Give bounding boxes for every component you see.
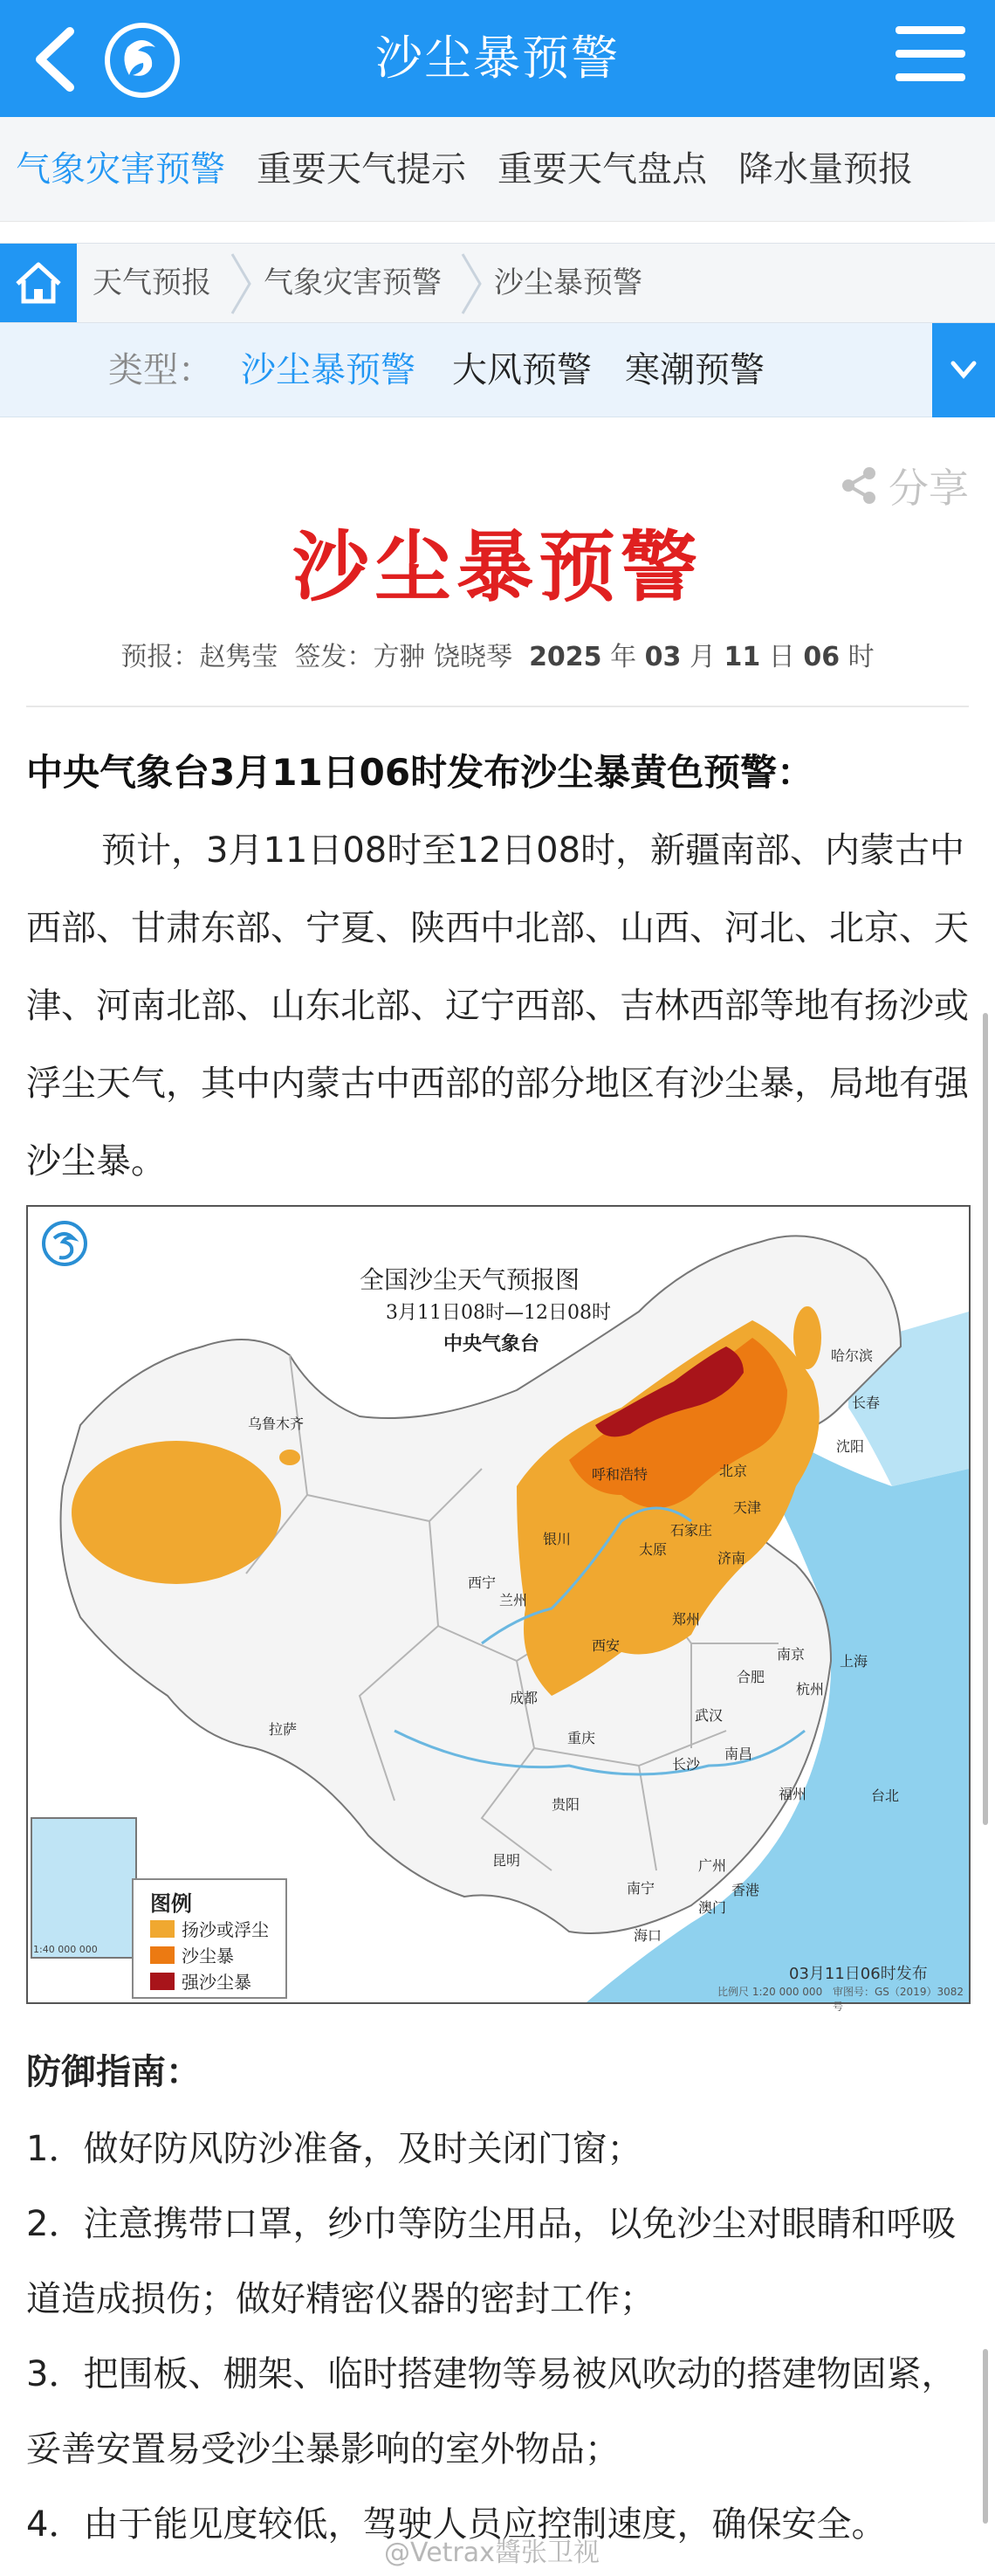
city-label: 杭州 (796, 1681, 825, 1698)
map-review-number: 审图号：GS（2019）3082号 (833, 1986, 964, 2013)
city-label: 上海 (840, 1653, 868, 1670)
meta-hour-unit: 时 (847, 642, 875, 672)
scrollbar-thumb[interactable] (983, 2349, 988, 2524)
city-label: 海口 (634, 1927, 662, 1944)
category-nav (0, 117, 995, 222)
meta-month: 03 (644, 642, 682, 672)
legend-swatch (150, 1973, 175, 1990)
map-scale: 比例尺 1:20 000 000 (717, 1986, 823, 1998)
city-label: 西安 (592, 1637, 621, 1654)
issued-time: 03月11日06时发布 (789, 1965, 928, 1983)
city-label: 西宁 (468, 1574, 497, 1591)
issuer: 方翀 饶晓琴 (373, 642, 512, 672)
city-label: 南京 (777, 1646, 806, 1663)
city-label: 福州 (779, 1786, 807, 1802)
legend-swatch (150, 1946, 175, 1964)
tab-disaster-warning[interactable]: 气象灾害预警 (16, 149, 225, 189)
type-label: 类型： (108, 350, 213, 390)
type-option-sandstorm[interactable]: 沙尘暴预警 (241, 350, 415, 390)
city-label: 香港 (731, 1882, 760, 1898)
inset-scale: 1:40 000 000 (33, 1944, 98, 1955)
guide-list (26, 2111, 978, 2562)
city-label: 重庆 (567, 1730, 596, 1746)
breadcrumb-disaster-warning[interactable]: 气象灾害预警 (264, 265, 442, 300)
guide-item: 1．做好防风防沙准备，及时关闭门窗； (26, 2129, 642, 2169)
type-option-cold-wave[interactable]: 寒潮预警 (625, 350, 765, 390)
page-title: 沙尘暴预警 (292, 522, 703, 612)
meta-month-unit: 月 (689, 642, 716, 672)
city-label: 石家庄 (670, 1522, 713, 1539)
type-dropdown-button[interactable] (932, 323, 995, 417)
meta-day: 11 (724, 642, 761, 672)
city-label: 南昌 (724, 1746, 753, 1762)
city-label: 拉萨 (269, 1721, 298, 1738)
chevron-down-icon (932, 323, 995, 417)
tab-weather-review[interactable]: 重要天气盘点 (498, 149, 707, 189)
city-label: 南宁 (627, 1880, 655, 1897)
city-label: 郑州 (672, 1611, 701, 1628)
home-icon (0, 244, 77, 322)
city-label: 台北 (871, 1787, 900, 1804)
legend-title: 图例 (150, 1891, 192, 1916)
article-meta (0, 636, 995, 679)
menu-icon[interactable] (896, 26, 965, 87)
share-label: 分享 (889, 465, 969, 512)
city-label: 昆明 (492, 1852, 521, 1869)
guide-item: 4．由于能见度较低，驾驶人员应控制速度，确保安全。 (26, 2504, 887, 2545)
breadcrumb-chevron-icon (223, 251, 258, 317)
breadcrumb-chevron-icon (454, 251, 489, 317)
breadcrumb-weather-forecast[interactable]: 天气预报 (93, 265, 211, 300)
meta-hour: 06 (803, 642, 841, 672)
legend-label: 扬沙或浮尘 (182, 1919, 269, 1940)
city-label: 哈尔滨 (831, 1347, 874, 1364)
city-label: 长春 (852, 1395, 881, 1411)
city-label: 长沙 (672, 1756, 701, 1773)
nav-fade (943, 117, 995, 222)
watermark: @Vetrax醬张卫视 (384, 2538, 600, 2568)
city-label: 沈阳 (836, 1438, 865, 1455)
home-button[interactable] (0, 244, 77, 322)
warning-paragraph: 预计，3月11日08时至12日08时，新疆南部、内蒙古中西部、甘肃东部、宁夏、陕西中北部、山西、河北、北京、天津、河南北部、山东北部、辽宁西部、吉林西部等地有扬沙或浮尘天气，其中内蒙古中西部的部分地区有沙尘暴，局地有强沙尘暴。 (26, 830, 969, 1181)
share-button[interactable] (838, 458, 969, 513)
legend-item (150, 1968, 251, 1994)
forecast-map[interactable] (26, 1205, 971, 2013)
divider (26, 706, 969, 707)
city-label: 澳门 (698, 1899, 727, 1916)
city-label: 呼和浩特 (592, 1466, 648, 1483)
legend-item (150, 1942, 234, 1967)
forecaster-label: 预报： (120, 642, 200, 672)
breadcrumb-sandstorm[interactable]: 沙尘暴预警 (494, 265, 642, 300)
type-filter (0, 323, 995, 417)
city-label: 济南 (717, 1550, 746, 1567)
city-label: 武汉 (695, 1707, 724, 1724)
forecaster: 赵隽莹 (199, 642, 278, 672)
meta-day-unit: 日 (768, 642, 795, 672)
share-icon (838, 465, 880, 506)
city-label: 银川 (543, 1531, 572, 1547)
city-label: 兰州 (499, 1592, 528, 1608)
scrollbar-thumb[interactable] (983, 1013, 988, 1825)
city-label: 贵阳 (552, 1796, 580, 1813)
map-title: 全国沙尘天气预报图 (360, 1265, 580, 1294)
city-label: 合肥 (737, 1669, 765, 1685)
warning-headline: 中央气象台3月11日06时发布沙尘暴黄色预警： (26, 751, 814, 794)
city-label: 乌鲁木齐 (248, 1415, 305, 1432)
map-agency: 中央气象台 (443, 1333, 540, 1355)
city-label: 成都 (510, 1690, 539, 1706)
issuer-label: 签发： (294, 642, 374, 672)
legend-label: 沙尘暴 (182, 1946, 234, 1966)
tab-precipitation[interactable]: 降水量预报 (738, 149, 913, 189)
city-label: 天津 (733, 1499, 762, 1516)
meta-year-unit: 年 (610, 642, 637, 672)
type-option-wind[interactable]: 大风预警 (452, 350, 592, 390)
app-title: 沙尘暴预警 (375, 31, 620, 86)
guide-item: 3．把围板、棚架、临时搭建物等易被风吹动的搭建物固紧，妥善安置易受沙尘暴影响的室外物品； (26, 2354, 957, 2469)
guide-title: 防御指南： (26, 2052, 201, 2092)
app-bar (0, 0, 995, 117)
tab-important-weather[interactable]: 重要天气提示 (257, 149, 466, 189)
city-label: 太原 (639, 1541, 668, 1558)
legend-item (150, 1916, 269, 1941)
breadcrumb (0, 243, 995, 323)
city-label: 广州 (698, 1857, 727, 1874)
map-subtitle: 3月11日08时—12日08时 (386, 1302, 611, 1324)
legend-label: 强沙尘暴 (182, 1972, 251, 1993)
city-label: 北京 (719, 1463, 748, 1479)
meta-year: 2025 (529, 642, 602, 672)
legend-swatch (150, 1920, 175, 1938)
guide-item: 2．注意携带口罩，纱巾等防尘用品，以免沙尘对眼睛和呼吸道造成损伤；做好精密仪器的密封工作； (26, 2204, 957, 2319)
